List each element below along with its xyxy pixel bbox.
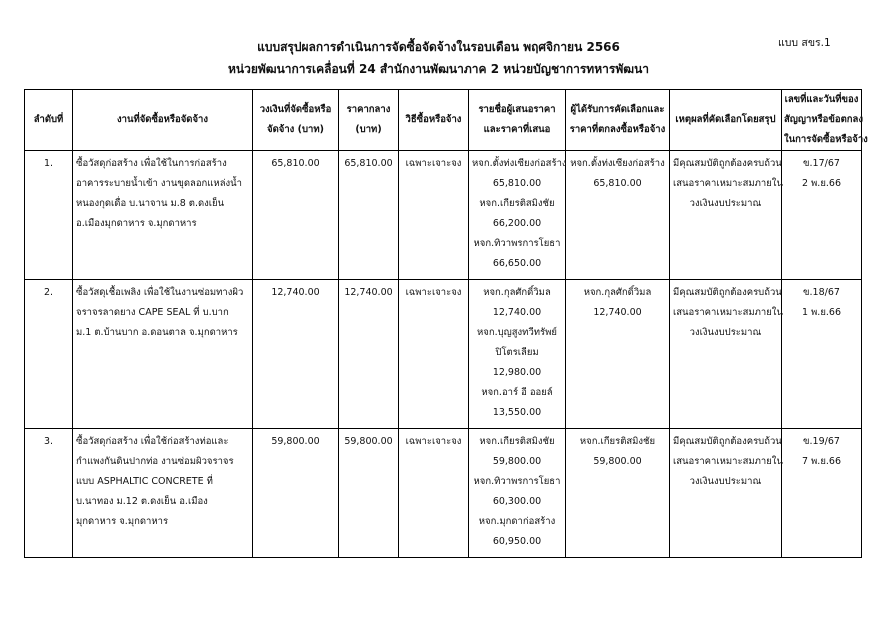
table-row bbox=[25, 151, 862, 280]
cell-work: ซื้อวัสดุก่อสร้าง เพื่อใช้ก่อสร้างท่อและ กำแพงกันดินปากท่อ งานซ่อมผิวจราจร แบบ ASPHALTIC CONCRETE ที่ บ.นาทอง ม.12 ต.ดงเย็น อ.เมือง มุกดาหาร จ.มุกดาหาร bbox=[73, 429, 253, 558]
cell-budget: 65,810.00 bbox=[253, 151, 339, 280]
table-row bbox=[25, 429, 862, 558]
cell-no: 2. bbox=[25, 280, 73, 429]
cell-median: 12,740.00 bbox=[339, 280, 399, 429]
cell-budget: 59,800.00 bbox=[253, 429, 339, 558]
cell-method: เฉพาะเจาะจง bbox=[399, 429, 469, 558]
cell-no: 1. bbox=[25, 151, 73, 280]
cell-work: ซื้อวัสดุเชื้อเพลิง เพื่อใช้ในงานซ่อมทางผิว จราจรลาดยาง CAPE SEAL ที่ บ.บาก ม.1 ต.บ้านบาก อ.ดอนตาล จ.มุกดาหาร bbox=[73, 280, 253, 429]
cell-reason: มีคุณสมบัติถูกต้องครบถ้วน เสนอราคาเหมาะสมภายใน วงเงินงบประมาณ bbox=[670, 429, 782, 558]
cell-bidders: หจก.เกียรติสมิงชัย 59,800.00 หจก.ทิวาพรการโยธา 60,300.00 หจก.มุกดาก่อสร้าง 60,950.00 bbox=[469, 429, 566, 558]
cell-winner: หจก.กุลศักดิ์วิมล 12,740.00 bbox=[566, 280, 670, 429]
cell-winner: หจก.ตั้งท่งเซียงก่อสร้าง 65,810.00 bbox=[566, 151, 670, 280]
table-row bbox=[25, 280, 862, 429]
cell-contract: ข.17/67 2 พ.ย.66 bbox=[782, 151, 862, 280]
cell-budget: 12,740.00 bbox=[253, 280, 339, 429]
col-header-reason: เหตุผลที่คัดเลือกโดยสรุป bbox=[670, 90, 782, 151]
form-code: แบบ สขร.1 bbox=[778, 37, 831, 49]
table-header-row bbox=[25, 90, 862, 151]
cell-reason: มีคุณสมบัติถูกต้องครบถ้วน เสนอราคาเหมาะสมภายใน วงเงินงบประมาณ bbox=[670, 151, 782, 280]
procurement-table bbox=[24, 89, 868, 558]
report-title: แบบสรุปผลการดำเนินการจัดซื้อจัดจ้างในรอบเดือน พฤศจิกายน 2566 bbox=[257, 40, 620, 54]
cell-method: เฉพาะเจาะจง bbox=[399, 280, 469, 429]
col-header-contract: เลขที่และวันที่ของ สัญญาหรือข้อตกลง ในการจัดซื้อหรือจ้าง bbox=[782, 90, 862, 151]
cell-work: ซื้อวัสดุก่อสร้าง เพื่อใช้ในการก่อสร้าง อาคารระบายน้ำเข้า งานขุดลอกแหล่งน้ำ หนองกุดเดื่อ บ.นาจาน ม.8 ต.ดงเย็น อ.เมืองมุกดาหาร จ.มุกดาหาร bbox=[73, 151, 253, 280]
col-header-work: งานที่จัดซื้อหรือจัดจ้าง bbox=[73, 90, 253, 151]
cell-reason: มีคุณสมบัติถูกต้องครบถ้วน เสนอราคาเหมาะสมภายใน วงเงินงบประมาณ bbox=[670, 280, 782, 429]
col-header-method: วิธีซื้อหรือจ้าง bbox=[399, 90, 469, 151]
col-header-no: ลำดับที่ bbox=[25, 90, 73, 151]
report-subtitle: หน่วยพัฒนาการเคลื่อนที่ 24 สำนักงานพัฒนาภาค 2 หน่วยบัญชาการทหารพัฒนา bbox=[227, 62, 650, 76]
cell-bidders: หจก.กุลศักดิ์วิมล 12,740.00 หจก.บุญสูงทวีทรัพย์ ปิโตรเลียม 12,980.00 หจก.อาร์ อี ออยล์ 13,550.00 bbox=[469, 280, 566, 429]
cell-bidders: หจก.ตั้งท่งเซียงก่อสร้าง 65,810.00 หจก.เกียรติสมิงชัย 66,200.00 หจก.ทิวาพรการโยธา 66,650.00 bbox=[469, 151, 566, 280]
cell-contract: ข.18/67 1 พ.ย.66 bbox=[782, 280, 862, 429]
cell-method: เฉพาะเจาะจง bbox=[399, 151, 469, 280]
col-header-bidders: รายชื่อผู้เสนอราคา และราคาที่เสนอ bbox=[469, 90, 566, 151]
cell-contract: ข.19/67 7 พ.ย.66 bbox=[782, 429, 862, 558]
cell-winner: หจก.เกียรติสมิงชัย 59,800.00 bbox=[566, 429, 670, 558]
col-header-budget: วงเงินที่จัดซื้อหรือ จัดจ้าง (บาท) bbox=[253, 90, 339, 151]
cell-median: 65,810.00 bbox=[339, 151, 399, 280]
col-header-median: ราคากลาง (บาท) bbox=[339, 90, 399, 151]
cell-no: 3. bbox=[25, 429, 73, 558]
col-header-winner: ผู้ได้รับการคัดเลือกและ ราคาที่ตกลงซื้อหรือจ้าง bbox=[566, 90, 670, 151]
cell-median: 59,800.00 bbox=[339, 429, 399, 558]
